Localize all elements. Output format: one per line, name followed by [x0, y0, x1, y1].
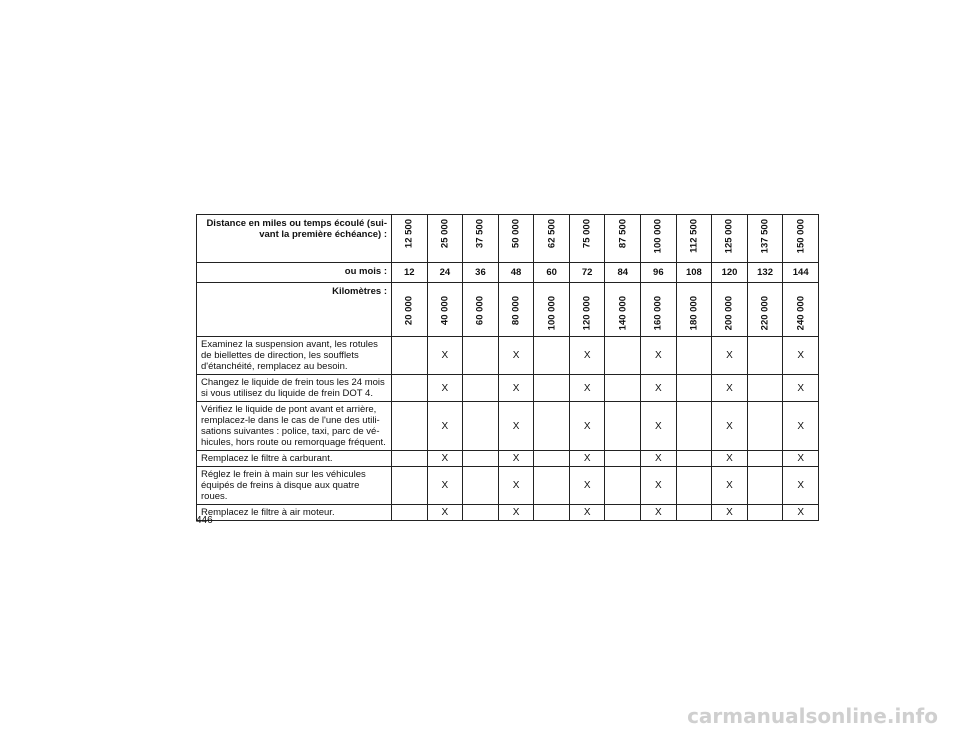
months-value: 36 — [463, 263, 499, 283]
months-value: 48 — [498, 263, 534, 283]
schedule-mark — [747, 337, 783, 375]
schedule-mark — [747, 451, 783, 467]
months-value: 144 — [783, 263, 819, 283]
km-value: 180 000 — [688, 296, 700, 331]
miles-interval — [569, 215, 605, 263]
schedule-mark — [676, 467, 712, 505]
task-description: Examinez la suspension avant, les rotules de biellettes de direction, les soufflets d'étanchéité, remplacez au besoin. — [197, 337, 392, 375]
km-value: 140 000 — [617, 296, 629, 331]
months-value: 60 — [534, 263, 570, 283]
schedule-mark: X — [569, 337, 605, 375]
months-label-text: ou mois : — [344, 266, 387, 277]
km-interval — [747, 283, 783, 337]
miles-value: 125 000 — [723, 219, 735, 254]
schedule-mark — [747, 402, 783, 451]
task-description: Changez le liquide de frein tous les 24 mois si vous utilisez du liquide de frein DOT 4. — [197, 375, 392, 402]
table-row — [197, 375, 819, 402]
schedule-mark — [605, 375, 641, 402]
miles-value: 50 000 — [510, 219, 522, 249]
km-value: 60 000 — [474, 296, 486, 326]
months-value: 120 — [712, 263, 748, 283]
schedule-mark: X — [498, 467, 534, 505]
months-value: 96 — [641, 263, 677, 283]
schedule-mark — [392, 402, 428, 451]
schedule-mark: X — [498, 337, 534, 375]
schedule-mark: X — [641, 505, 677, 521]
miles-value: 137 500 — [759, 219, 771, 254]
schedule-mark: X — [712, 337, 748, 375]
watermark-text: carmanualsonline.info — [687, 704, 938, 728]
miles-value: 112 500 — [688, 219, 700, 253]
schedule-mark: X — [498, 451, 534, 467]
schedule-mark — [747, 467, 783, 505]
km-value: 200 000 — [723, 296, 735, 331]
km-interval — [463, 283, 499, 337]
miles-label-text: Distance en miles ou temps écoulé (sui- vant la première échéance) : — [206, 218, 387, 240]
miles-interval — [605, 215, 641, 263]
table-row — [197, 402, 819, 451]
months-value: 108 — [676, 263, 712, 283]
schedule-mark — [605, 505, 641, 521]
schedule-mark: X — [712, 467, 748, 505]
schedule-mark: X — [569, 402, 605, 451]
schedule-mark — [676, 505, 712, 521]
schedule-mark: X — [712, 375, 748, 402]
km-value: 20 000 — [403, 296, 415, 326]
miles-interval — [783, 215, 819, 263]
miles-interval — [712, 215, 748, 263]
miles-value: 62 500 — [546, 219, 558, 249]
schedule-mark: X — [569, 505, 605, 521]
km-interval — [569, 283, 605, 337]
header-row-months — [197, 263, 819, 283]
schedule-mark: X — [569, 467, 605, 505]
header-row-km — [197, 283, 819, 337]
schedule-mark — [392, 375, 428, 402]
schedule-mark — [534, 505, 570, 521]
schedule-mark — [392, 467, 428, 505]
schedule-mark — [534, 375, 570, 402]
task-description: Remplacez le filtre à air moteur. — [197, 505, 392, 521]
miles-interval — [747, 215, 783, 263]
schedule-mark — [676, 375, 712, 402]
miles-interval — [427, 215, 463, 263]
schedule-mark — [605, 337, 641, 375]
schedule-mark: X — [712, 402, 748, 451]
schedule-mark: X — [427, 402, 463, 451]
months-value: 12 — [392, 263, 428, 283]
km-label-text: Kilomètres : — [332, 286, 387, 297]
miles-value: 25 000 — [439, 219, 451, 249]
schedule-mark — [676, 337, 712, 375]
schedule-mark — [463, 402, 499, 451]
km-interval — [427, 283, 463, 337]
schedule-mark — [534, 451, 570, 467]
km-value: 120 000 — [581, 296, 593, 331]
schedule-mark — [463, 451, 499, 467]
miles-value: 12 500 — [403, 219, 415, 249]
km-interval — [676, 283, 712, 337]
schedule-mark — [676, 451, 712, 467]
schedule-mark: X — [641, 451, 677, 467]
km-interval — [498, 283, 534, 337]
miles-interval — [676, 215, 712, 263]
schedule-mark — [605, 402, 641, 451]
schedule-mark — [534, 467, 570, 505]
task-description: Réglez le frein à main sur les véhicules équipés de freins à disque aux quatre roues. — [197, 467, 392, 505]
schedule-mark — [605, 467, 641, 505]
schedule-mark: X — [712, 505, 748, 521]
table-row — [197, 451, 819, 467]
table-row — [197, 337, 819, 375]
schedule-mark — [463, 467, 499, 505]
schedule-mark: X — [498, 375, 534, 402]
miles-value: 75 000 — [581, 219, 593, 249]
schedule-mark: X — [783, 337, 819, 375]
schedule-mark: X — [427, 337, 463, 375]
schedule-mark: X — [783, 402, 819, 451]
km-interval — [392, 283, 428, 337]
schedule-mark: X — [427, 505, 463, 521]
miles-interval — [463, 215, 499, 263]
miles-value: 100 000 — [652, 219, 664, 254]
km-interval — [534, 283, 570, 337]
km-interval — [605, 283, 641, 337]
schedule-mark — [605, 451, 641, 467]
schedule-mark — [392, 451, 428, 467]
schedule-mark: X — [569, 451, 605, 467]
miles-value: 87 500 — [617, 219, 629, 249]
miles-interval — [498, 215, 534, 263]
km-value: 160 000 — [652, 296, 664, 331]
schedule-mark — [463, 337, 499, 375]
schedule-mark — [676, 402, 712, 451]
schedule-mark: X — [783, 375, 819, 402]
km-value: 100 000 — [546, 296, 558, 331]
miles-value: 150 000 — [795, 219, 807, 254]
months-label — [197, 263, 392, 283]
schedule-mark — [534, 337, 570, 375]
header-row-miles — [197, 215, 819, 263]
schedule-mark — [463, 505, 499, 521]
miles-interval — [534, 215, 570, 263]
schedule-mark: X — [427, 375, 463, 402]
schedule-mark: X — [641, 402, 677, 451]
maintenance-schedule-table — [196, 214, 819, 521]
schedule-mark — [392, 505, 428, 521]
task-description: Remplacez le filtre à carburant. — [197, 451, 392, 467]
schedule-mark: X — [783, 451, 819, 467]
km-interval — [712, 283, 748, 337]
schedule-mark: X — [641, 467, 677, 505]
schedule-mark: X — [712, 451, 748, 467]
schedule-mark: X — [427, 451, 463, 467]
schedule-mark — [747, 375, 783, 402]
schedule-mark: X — [569, 375, 605, 402]
months-value: 72 — [569, 263, 605, 283]
km-interval — [641, 283, 677, 337]
table-row — [197, 505, 819, 521]
months-value: 84 — [605, 263, 641, 283]
km-label — [197, 283, 392, 337]
km-value: 240 000 — [795, 296, 807, 331]
schedule-mark — [463, 375, 499, 402]
schedule-mark — [747, 505, 783, 521]
miles-interval — [641, 215, 677, 263]
km-interval — [783, 283, 819, 337]
miles-interval — [392, 215, 428, 263]
task-description: Vérifiez le liquide de pont avant et arrière, remplacez-le dans le cas de l'une des utili- sations suivantes : police, taxi, parc de vé- hicules, hors route ou remorquage fréquent. — [197, 402, 392, 451]
page-number: 446 — [196, 515, 213, 526]
miles-label — [197, 215, 392, 263]
schedule-mark: X — [641, 337, 677, 375]
schedule-mark: X — [498, 505, 534, 521]
schedule-mark: X — [427, 467, 463, 505]
schedule-mark — [534, 402, 570, 451]
schedule-mark: X — [783, 505, 819, 521]
km-value: 40 000 — [439, 296, 451, 326]
miles-value: 37 500 — [474, 219, 486, 249]
schedule-mark: X — [783, 467, 819, 505]
schedule-mark: X — [641, 375, 677, 402]
months-value: 132 — [747, 263, 783, 283]
table-row — [197, 467, 819, 505]
km-value: 80 000 — [510, 296, 522, 326]
months-value: 24 — [427, 263, 463, 283]
km-value: 220 000 — [759, 296, 771, 331]
schedule-mark — [392, 337, 428, 375]
schedule-mark: X — [498, 402, 534, 451]
